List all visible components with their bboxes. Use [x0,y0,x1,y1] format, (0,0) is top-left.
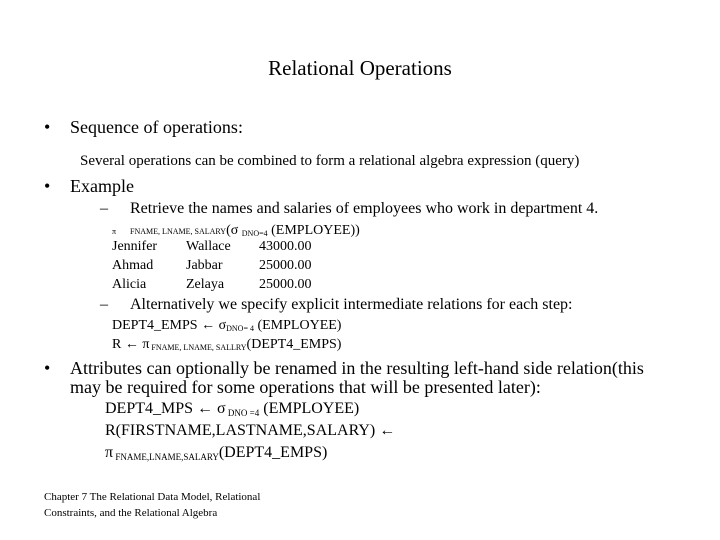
projection-list: FNAME,LNAME,SALARY [113,452,219,462]
rename-line2: R(FIRSTNAME,LASTNAME,SALARY) ← [105,422,396,439]
dash-marker: – [100,296,108,313]
expression-rest: (DEPT4_EMPS) [246,337,342,352]
bullet-rename-line2: may be required for some operations that will be presented later): [70,377,541,397]
expression-rest: (EMPLOYEE) [259,400,360,417]
step2-lhs: R ← [112,337,143,352]
pi-symbol: π [142,337,150,352]
bullet-sequence: Sequence of operations: [70,117,243,137]
projection-list: FNAME, LNAME, SALLRY [149,343,247,352]
retrieve-text: Retrieve the names and salaries of employees who work in department 4. [130,200,599,217]
bullet-marker: • [44,358,51,378]
sequence-detail: Several operations can be combined to form a relational algebra expression (query) [80,153,580,169]
paren: ( [226,223,231,238]
footer-line1: Chapter 7 The Relational Data Model, Relational [44,491,261,503]
selection-condition: DNO =4 [225,408,260,418]
rename-line1 [105,401,359,418]
dash-marker: – [100,200,108,217]
projection-list: FNAME, LNAME, SALARY [130,227,227,236]
selection-condition: DNO= 4 [226,324,254,333]
sigma-symbol: σ [230,223,239,238]
table-cell: Alicia [112,277,147,292]
step2-expression [112,338,341,352]
alternative-text: Alternatively we specify explicit intermediate relations for each step: [130,296,573,313]
query-expression [112,224,360,238]
expression-rest: (EMPLOYEE)) [267,223,360,238]
pi-symbol: π [112,227,117,236]
pi-symbol: π [105,444,114,461]
bullet-marker: • [44,176,51,196]
rename-line3 [105,445,327,462]
sigma-symbol: σ [218,318,227,333]
table-cell: Jabbar [186,258,223,273]
footer-line2: Constraints, and the Relational Algebra [44,507,218,519]
table-cell: Zelaya [186,277,225,292]
step1-lhs: DEPT4_EMPS ← [112,318,219,333]
expression-rest: (DEPT4_EMPS) [218,444,328,461]
bullet-example: Example [70,176,134,196]
bullet-marker: • [44,117,51,137]
expression-rest: (EMPLOYEE) [253,318,342,333]
selection-condition: DNO=4 [241,229,268,238]
step1-expression [112,319,341,333]
rename-lhs: DEPT4_MPS ← [105,400,218,417]
table-cell: 25000.00 [259,258,312,273]
bullet-rename-line1: Attributes can optionally be renamed in the resulting left-hand side relation(this [70,358,644,378]
slide-title: Relational Operations [268,56,452,80]
table-cell: 25000.00 [259,277,312,292]
table-cell: Ahmad [112,258,154,273]
table-cell: 43000.00 [259,239,312,254]
sigma-symbol: σ [217,400,226,417]
table-cell: Wallace [186,239,231,254]
table-cell: Jennifer [112,239,158,254]
